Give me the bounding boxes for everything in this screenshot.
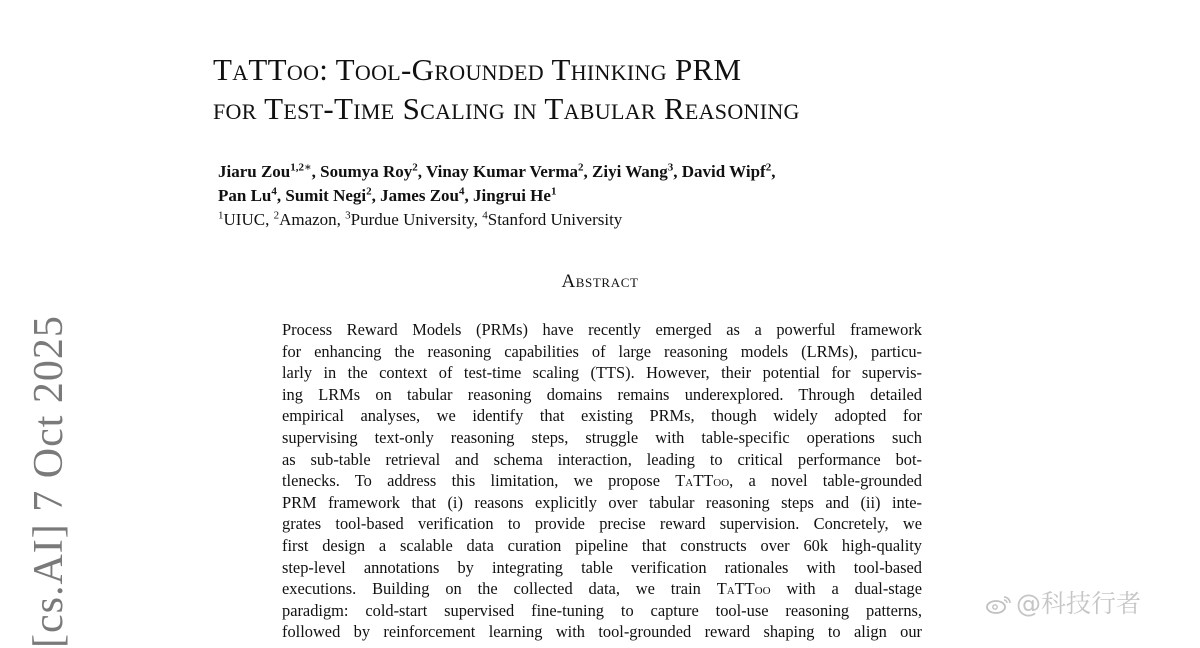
author-affiliation-marker: 1,2∗ <box>290 161 312 174</box>
abstract-line: paradigm: cold-start supervised fine-tuning to capture tool-use reasoning patterns, <box>282 600 922 620</box>
affiliations: $^1$UIUC, $^2$Amazon, $^3$Purdue University, $^4$Stanford University <box>218 209 623 229</box>
affiliation-name: UIUC <box>223 210 266 229</box>
author-line-2: Pan Lu$^4$, Sumit Negi$^2$, James Zou$^4$, Jingrui He$^1$ <box>218 185 557 205</box>
watermark-text: @科技行者 <box>1016 589 1142 618</box>
affiliation-marker: 2 <box>273 209 280 222</box>
watermark <box>986 586 1141 622</box>
abstract-line: step-level annotations by integrating table verification rationales with tool-based <box>282 557 922 577</box>
affiliation-marker: 4 <box>482 209 488 222</box>
author-name: Sumit Negi <box>285 186 367 205</box>
author-affiliation-marker: 2 <box>578 161 584 174</box>
abstract-line: followed by reinforcement learning with tool-grounded reward shaping to align our <box>282 622 922 642</box>
author-name: James Zou <box>380 186 460 205</box>
method-name: TaTToo <box>716 579 771 599</box>
paper-title-line-1: TaTToo: Tool-Grounded Thinking PRM <box>213 52 742 87</box>
author-name: Jiaru Zou <box>218 162 291 181</box>
affiliation-name: Stanford University <box>487 210 623 229</box>
author-affiliation-marker: 2 <box>366 185 372 198</box>
abstract-line: PRM framework that (i) reasons explicitly over tabular reasoning steps and (ii) inte- <box>282 492 922 512</box>
author-affiliation-marker: 2 <box>765 161 772 174</box>
abstract-line: as sub-table retrieval and schema interaction, leading to critical performance bot- <box>282 449 922 469</box>
author-list <box>218 160 775 208</box>
abstract-heading: Abstract <box>561 271 639 292</box>
abstract-line: executions. Building on the collected data, we train TaTToo with a dual-stage <box>282 579 922 599</box>
author-line-1: Jiaru Zou$^{1,2∗}$, Soumya Roy$^2$, Vinay Kumar Verma$^2$, Ziyi Wang$^3$, David Wipf$^2$, <box>218 161 776 181</box>
method-name: TaTToo <box>675 471 730 491</box>
author-affiliation-marker: 3 <box>667 161 674 174</box>
author-name: Vinay Kumar Verma <box>425 162 579 181</box>
abstract-line: empirical analyses, we identify that existing PRMs, though widely adopted for <box>282 406 922 426</box>
abstract-line: first design a scalable data curation pipeline that constructs over 60k high-quality <box>282 535 922 555</box>
affiliation-marker: 3 <box>345 209 351 222</box>
abstract-line: ing LRMs on tabular reasoning domains remains underexplored. Through detailed <box>282 384 922 404</box>
paper-title-line-2: for Test-Time Scaling in Tabular Reasoning <box>213 91 800 126</box>
abstract-line: larly in the context of test-time scaling (TTS). However, their potential for supervis- <box>282 363 922 383</box>
affiliation-marker: 1 <box>218 209 224 222</box>
affiliation-name: Amazon <box>279 210 337 229</box>
abstract-line: grates tool-based verification to provide precise reward supervision. Concretely, we <box>282 514 922 534</box>
author-affiliation-marker: 1 <box>550 185 557 198</box>
abstract-line: tlenecks. To address this limitation, we propose TaTToo, a novel table-grounded <box>282 471 923 491</box>
abstract-line: for enhancing the reasoning capabilities of large reasoning models (LRMs), particu- <box>282 341 922 361</box>
author-affiliation-marker: 4 <box>271 185 277 198</box>
author-affiliation-marker: 2 <box>412 161 418 174</box>
abstract-body <box>282 319 922 643</box>
paper-title <box>213 50 1113 128</box>
author-name: Ziyi Wang <box>592 162 668 181</box>
author-affiliation-marker: 4 <box>459 185 465 198</box>
affiliation-name: Purdue University <box>350 210 474 229</box>
abstract-line: Process Reward Models (PRMs) have recently emerged as a powerful framework <box>282 320 922 339</box>
weibo-style-logo-icon <box>986 594 1012 614</box>
author-name: David Wipf <box>681 162 766 181</box>
author-name: Pan Lu <box>218 186 272 205</box>
arxiv-side-stamp: [cs.AI] 7 Oct 2025 <box>26 315 72 648</box>
author-name: Soumya Roy <box>320 162 413 181</box>
abstract-line: supervising text-only reasoning steps, struggle with table-specific operations such <box>282 427 922 447</box>
author-name: Jingrui He <box>473 186 551 205</box>
